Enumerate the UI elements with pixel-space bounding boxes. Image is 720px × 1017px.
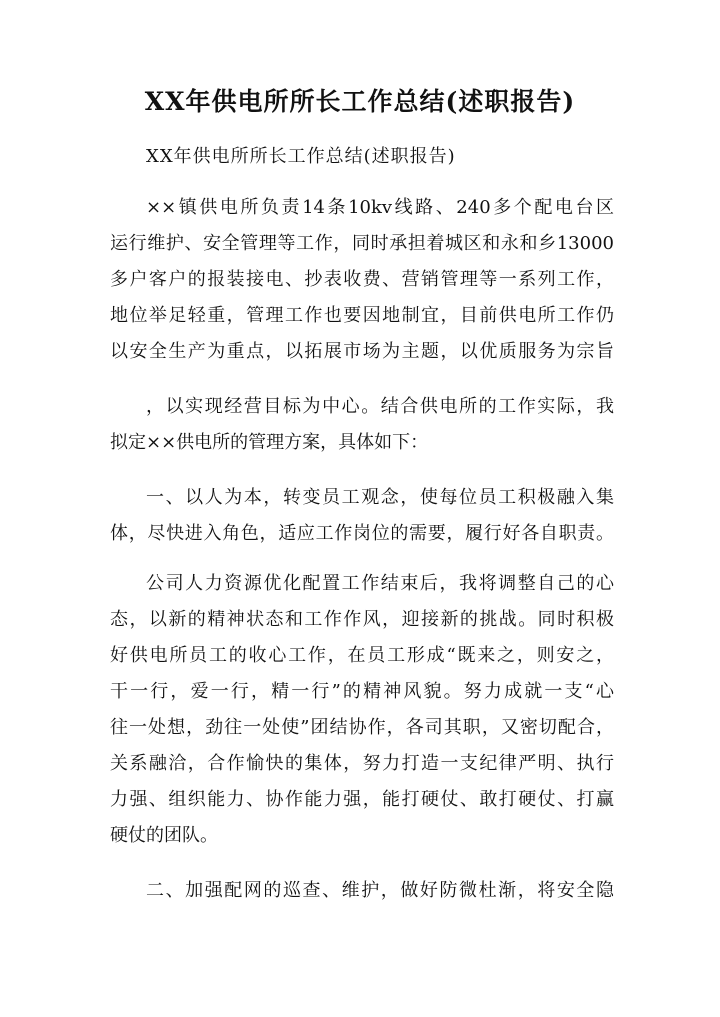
- paragraph-3-line: 体，尽快进入角色，适应工作岗位的需要，履行好各自职责。: [110, 523, 614, 544]
- paragraph-5-line: 二、加强配网的巡查、维护，做好防微杜渐，将安全隐: [146, 880, 614, 901]
- paragraph-1-line: ××镇供电所负责14条10kv线路、240多个配电台区: [146, 197, 614, 218]
- paragraph-4-line: 好供电所员工的收心工作，在员工形成“既来之，则安之，: [110, 645, 614, 666]
- paragraph-2-line: ，以实现经营目标为中心。结合供电所的工作实际，我: [146, 396, 614, 417]
- document-subtitle: XX年供电所所长工作总结(述职报告): [146, 146, 456, 167]
- document-title: XX年供电所所长工作总结(述职报告): [144, 87, 576, 116]
- paragraph-1-line: 以安全生产为重点，以拓展市场为主题，以优质服务为宗旨: [110, 341, 614, 362]
- paragraph-4-line: 往一处想，劲往一处使”团结协作，各司其职，又密切配合，: [110, 717, 614, 738]
- paragraph-4-line: 态，以新的精神状态和工作作风，迎接新的挑战。同时积极: [110, 609, 614, 630]
- paragraph-4-line: 硬仗的团队。: [110, 825, 218, 846]
- paragraph-1-line: 运行维护、安全管理等工作，同时承担着城区和永和乡13000: [110, 233, 614, 254]
- paragraph-1-line: 地位举足轻重，管理工作也要因地制宜，目前供电所工作仍: [110, 305, 614, 326]
- paragraph-1-line: 多户客户的报装接电、抄表收费、营销管理等一系列工作，: [110, 269, 614, 290]
- paragraph-4-line: 公司人力资源优化配置工作结束后，我将调整自己的心: [146, 573, 614, 594]
- paragraph-3-line: 一、以人为本，转变员工观念，使每位员工积极融入集: [146, 487, 614, 508]
- paragraph-4-line: 力强、组织能力、协作能力强，能打硬仗、敢打硬仗、打赢: [110, 789, 614, 810]
- paragraph-2-line: 拟定××供电所的管理方案，具体如下：: [110, 432, 429, 453]
- paragraph-4-line: 干一行，爱一行，精一行”的精神风貌。努力成就一支“心: [110, 681, 614, 702]
- paragraph-4-line: 关系融洽，合作愉快的集体，努力打造一支纪律严明、执行: [110, 753, 614, 774]
